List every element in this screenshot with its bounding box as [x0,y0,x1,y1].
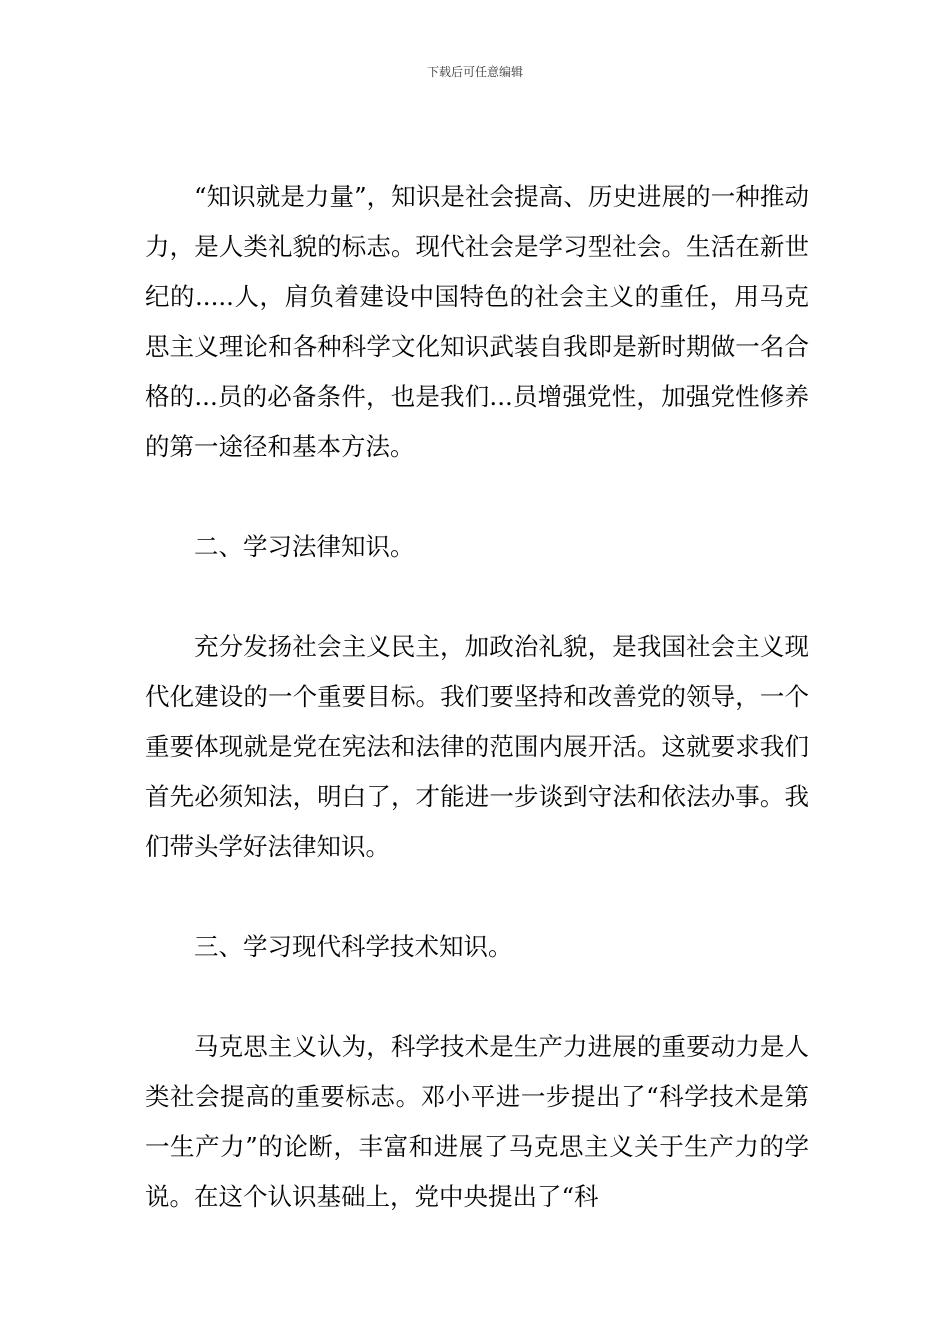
document-body [145,172,809,1222]
section-heading-law: 二、学习法律知识。 [194,532,415,561]
paragraph-law: 充分发扬社会主义民主，加政治礼貌，是我国社会主义现代化建设的一个重要目标。我们要坚持和改善党的领导，一个重要体现就是党在宪法和法律的范围内展开活。这就要求我们首先必须知法，明白了，才能进一步谈到守法和依法办事。我们带头学好法律知识。 [145,632,809,861]
paragraph-spacer [145,972,809,1022]
paragraph-spacer [145,472,809,522]
page-header-note: 下载后可任意编辑 [426,65,523,79]
paragraph-spacer [145,572,809,622]
paragraph-knowledge-is-power: “知识就是力量”，知识是社会提高、历史进展的一种推动力，是人类礼貌的标志。现代社会是学习型社会。生活在新世纪的.....人，肩负着建设中国特色的社会主义的重任，用马克思主义理论和各种科学文化知识武装自我即是新时期做一名合格的...员的必备条件，也是我们...员增强党性，加强党性修养的第一途径和基本方法。 [145,182,809,461]
section-heading-science: 三、学习现代科学技术知识。 [194,932,513,961]
paragraph-science: 马克思主义认为，科学技术是生产力进展的重要动力是人类社会提高的重要标志。邓小平进一步提出了“科学技术是第一生产力”的论断，丰富和进展了马克思主义关于生产力的学说。在这个认识基础上，党中央提出了“科 [145,1032,809,1211]
paragraph-spacer [145,872,809,922]
